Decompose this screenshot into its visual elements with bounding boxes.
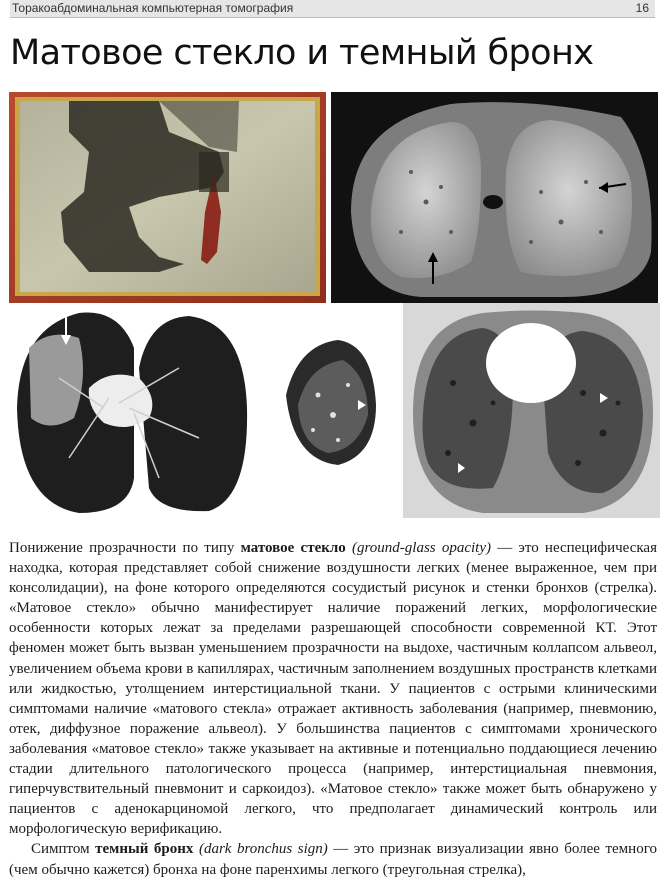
paragraph-dark-bronchus [9,839,657,879]
running-header [10,0,655,18]
text-run: Симптом [31,841,96,858]
term-ground-glass-en: (ground-glass opacity) [352,540,491,556]
term-ground-glass: матовое стекло [240,540,346,556]
term-dark-bronchus: темный бронх [95,841,194,858]
ct-chest-expiration [403,303,660,518]
running-title: Торакоабдоминальная компьютерная томография [12,1,294,15]
term-dark-bronchus-en: (dark bronchus sign) [198,841,328,858]
paragraph-ground-glass [9,538,657,839]
text-run: — это неспецифическая находка, которая представляет собой снижение воздушности легких (менее выраженное, чем при консолидации), на фоне которого определяются сосудистый рисунок и стенки бронхов (стрелка). «Матовое стекло» обычно манифестирует наличие поражений легких, морфологические особенности которых лежат за пределами разрешающей способности современной КТ. Этот феномен может быть вызван уменьшением прозрачности на выдохе, частичным коллапсом альвеол, увеличением объема крови в капиллярах, частичным заполнением воздушных пространств клетками или жидкостью, утолщением интерстициальной ткани. У пациентов с острыми клиническими симптомами наличие «матового стекла» отражает активность заболевания (например, пневмонию, отек, диффузное поражение альвеол). У большинства пациентов с симптомами хронического заболевания «матовое стекло» также указывает на активные и потенциально поддающиеся лечению стадии длительного патологического процесса (например, интерстициальная пневмония, гиперчувствительный пневмонит и саркоидоз). «Матовое стекло» также может быть обнаружено у пациентов с аденокарциномой легкого, что предполагает динамический контроль или морфологическую верификацию. [9,540,657,838]
ct-lung-left [9,308,252,520]
ct-chest-axial [331,92,658,303]
body-text [9,538,657,880]
page-number: 16 [635,1,649,15]
ct-lung-fragment [258,305,398,520]
text-run: Понижение прозрачности по типу [9,540,241,556]
photo-glass-plate [9,92,326,303]
text-run: — это признак визуализации явно более темного (чем обычно кажется) бронха на фоне паренхимы легкого (треугольная стрелка), [9,841,657,878]
page-title: Матовое стекло и темный бронх [10,33,594,73]
